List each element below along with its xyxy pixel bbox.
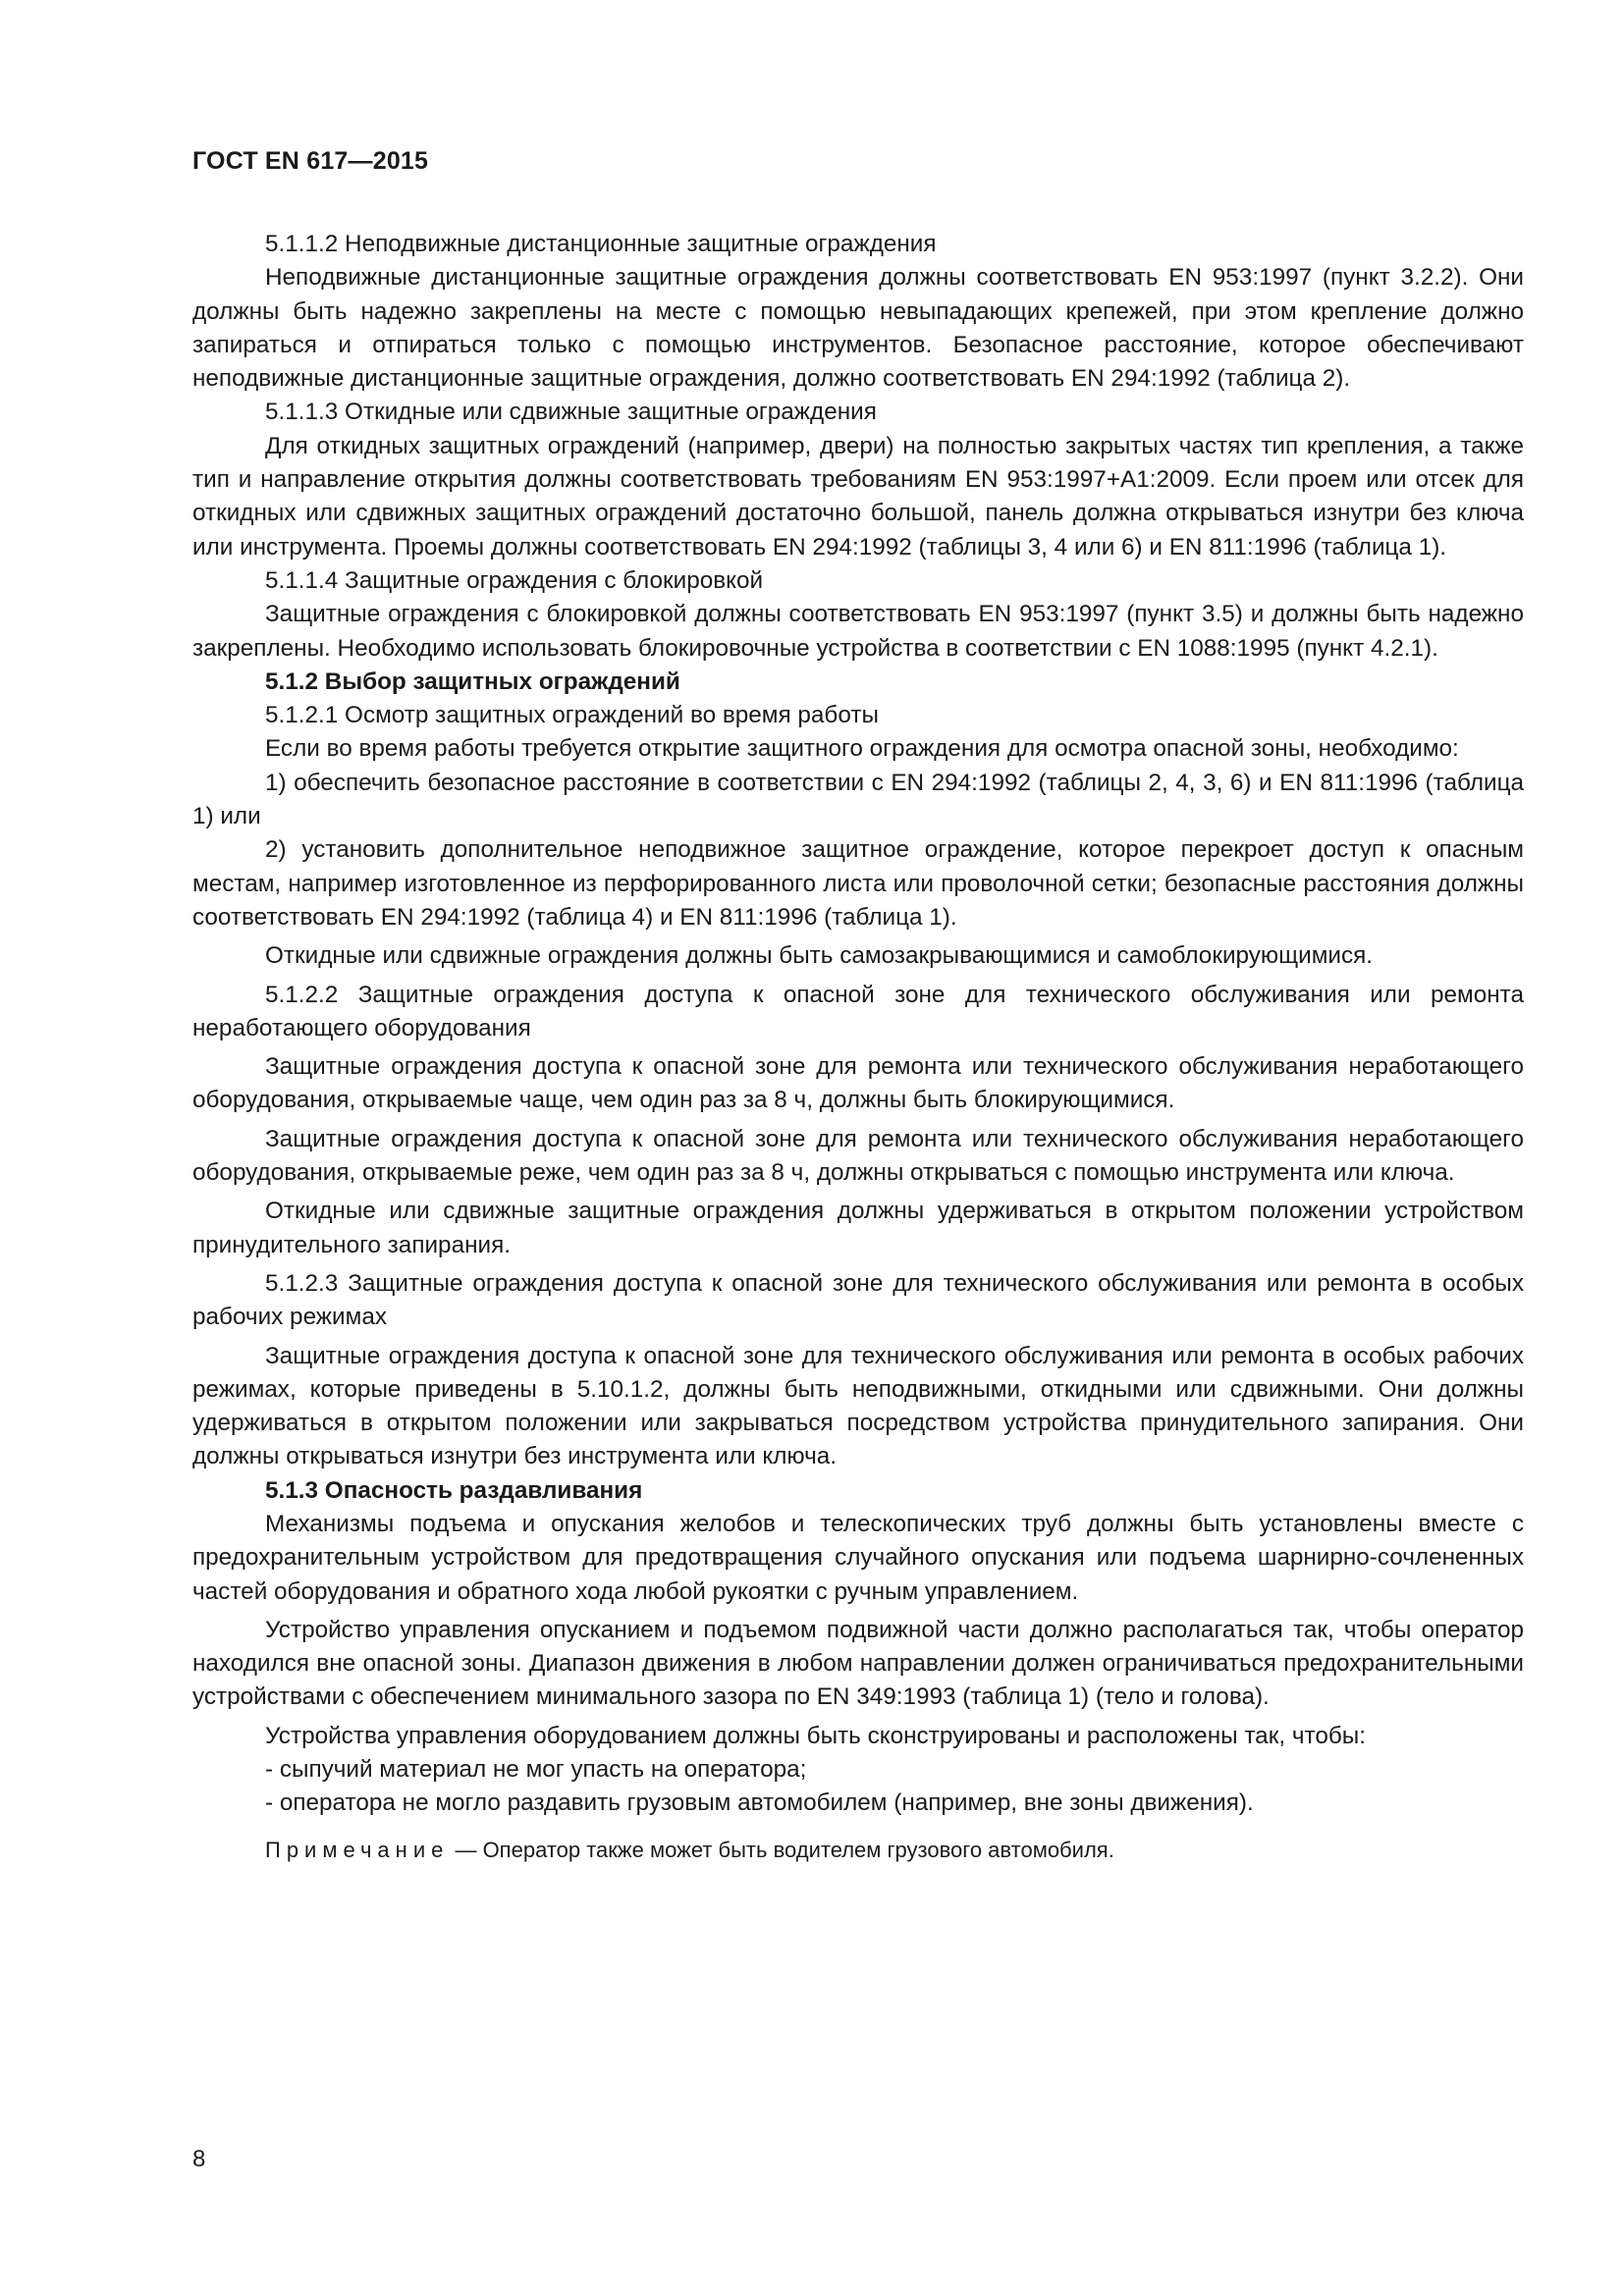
- paragraph: Для откидных защитных ограждений (например, двери) на полностью закрытых частях тип крепления, а также тип и направление открытия должны соответствовать требованиям EN 953:1997+A1:2009. Если проем или отсек для откидных или сдвижных защитных ограждений достаточно большой, панель должна открываться изнутри без ключа или инструмента. Проемы должны соответствовать EN 294:1992 (таблицы 3, 4 или 6) и EN 811:1996 (таблица 1).: [192, 432, 1524, 561]
- clause-5-1-2-1-title: 5.1.2.1 Осмотр защитных ограждений во время работы: [265, 702, 879, 729]
- paragraph: Устройства управления оборудованием должны быть сконструированы и расположены так, чтобы:: [265, 1722, 1366, 1749]
- paragraph: Откидные или сдвижные защитные ограждения должны удерживаться в открытом положении устройством принудительного запирания.: [192, 1198, 1524, 1258]
- document-body: [192, 228, 1524, 1866]
- clause-5-1-2-title: 5.1.2 Выбор защитных ограждений: [265, 667, 680, 695]
- clause-5-1-2-2-title: 5.1.2.2 Защитные ограждения доступа к опасной зоне для технического обслуживания или ремонта неработающего оборудования: [192, 981, 1524, 1041]
- clause-5-1-1-4-title: 5.1.1.4 Защитные ограждения с блокировкой: [265, 566, 764, 594]
- paragraph: Защитные ограждения доступа к опасной зоне для технического обслуживания или ремонта в особых рабочих режимах, которые приведены в 5.10.1.2, должны быть неподвижными, откидными или сдвижными. Они должны удерживаться в открытом положении или закрываться посредством устройства принудительного запирания. Они должны открываться изнутри без инструмента или ключа.: [192, 1342, 1524, 1470]
- list-item-2: 2) установить дополнительное неподвижное защитное ограждение, которое перекроет доступ к опасным местам, например изготовленное из перфорированного листа или проволочной сетки; безопасные расстояния должны соответствовать EN 294:1992 (таблица 4) и EN 811:1996 (таблица 1).: [192, 836, 1524, 931]
- paragraph: Защитные ограждения доступа к опасной зоне для ремонта или технического обслуживания неработающего оборудования, открываемые чаще, чем один раз за 8 ч, должны быть блокирующимися.: [192, 1053, 1524, 1114]
- paragraph: Защитные ограждения доступа к опасной зоне для ремонта или технического обслуживания неработающего оборудования, открываемые реже, чем один раз за 8 ч, должны открываться с помощью инструмента или ключа.: [192, 1125, 1524, 1187]
- page-number: 8: [192, 2146, 206, 2172]
- clause-5-1-2-3-title: 5.1.2.3 Защитные ограждения доступа к опасной зоне для технического обслуживания или ремонта в особых рабочих режимах: [192, 1269, 1524, 1331]
- paragraph: Откидные или сдвижные ограждения должны быть самозакрывающимися и самоблокирующимися.: [265, 942, 1374, 970]
- paragraph: Устройство управления опусканием и подъемом подвижной части должно располагаться так, чтобы оператор находился вне опасной зоны. Диапазон движения в любом направлении должен ограничиваться предохранительными устройствами с обеспечением минимального зазора по EN 349:1993 (таблица 1) (тело и голова).: [192, 1616, 1524, 1711]
- clause-5-1-1-3-title: 5.1.1.3 Откидные или сдвижные защитные ограждения: [265, 399, 877, 426]
- clause-5-1-1-2-title: 5.1.1.2 Неподвижные дистанционные защитные ограждения: [265, 231, 937, 257]
- note: [192, 1835, 1524, 1866]
- list-item-1: 1) обеспечить безопасное расстояние в соответствии с EN 294:1992 (таблицы 2, 4, 3, 6) и EN 811:1996 (таблица 1) или: [192, 769, 1524, 830]
- paragraph: Неподвижные дистанционные защитные ограждения должны соответствовать EN 953:1997 (пункт 3.2.2). Они должны быть надежно закреплены на месте с помощью невыпадающих крепежей, при этом крепление должно запираться и отпираться только с помощью инструментов. Безопасное расстояние, которое обеспечивают неподвижные дистанционные защитные ограждения, должно соответствовать EN 294:1992 (таблица 2).: [192, 264, 1524, 393]
- clause-5-1-3-title: 5.1.3 Опасность раздавливания: [265, 1476, 643, 1504]
- note-text: — Оператор также может быть водителем грузового автомобиля.: [449, 1837, 1114, 1862]
- paragraph: Механизмы подъема и опускания желобов и телескопических труб должны быть установлены вместе с предохранительным устройством для предотвращения случайного опускания или подъема шарнирно-сочлененных частей оборудования и обратного хода любой рукоятки с ручным управлением.: [192, 1510, 1524, 1605]
- paragraph: Защитные ограждения с блокировкой должны соответствовать EN 953:1997 (пункт 3.5) и должны быть надежно закреплены. Необходимо использовать блокировочные устройства в соответствии с EN 1088:1995 (пункт 4.2.1).: [192, 601, 1524, 662]
- document-header: ГОСТ EN 617—2015: [192, 147, 429, 175]
- dash-list-item: - оператора не могло раздавить грузовым автомобилем (например, вне зоны движения).: [265, 1789, 1254, 1817]
- note-label: Примечание: [265, 1837, 450, 1862]
- dash-list-item: - сыпучий материал не мог упасть на оператора;: [265, 1756, 807, 1784]
- paragraph: Если во время работы требуется открытие защитного ограждения для осмотра опасной зоны, необходимо:: [265, 735, 1459, 763]
